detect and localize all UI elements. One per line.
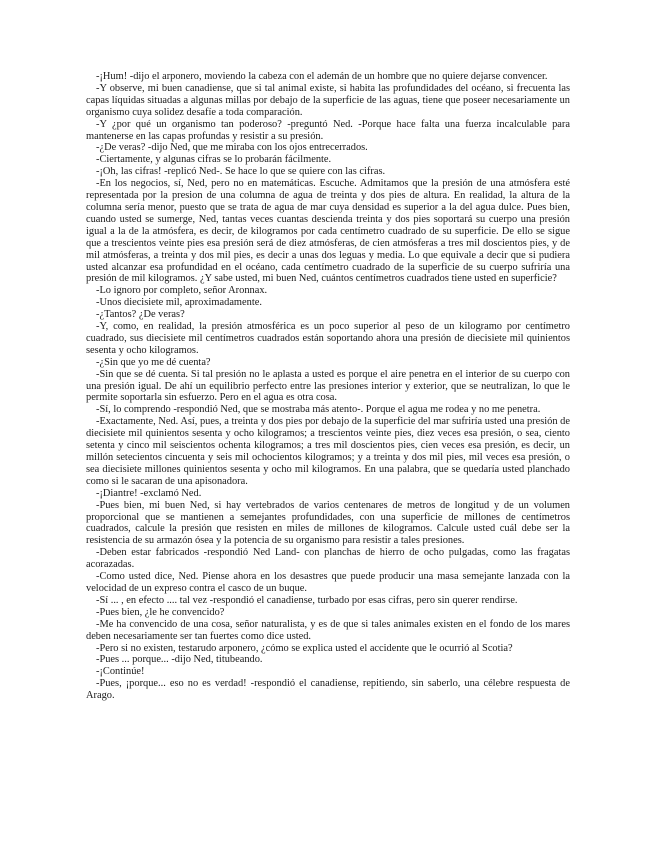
paragraph: -En los negocios, sí, Ned, pero no en matemáticas. Escuche. Admitamos que la presión de una atmósfera esté representada por la presion de una columna de agua de treinta y dos pies de altura. En realidad, la altura de la columna sería menor, puesto que se trata de agua de mar cuya densidad es superior a la del agua dulce. Pues bien, cuando usted se sumerge, Ned, tantas veces cuantas descienda treinta y dos pies soportará su cuerpo una presión igual a la de la atmósfera, es decir, de kilogramos por cada centímetro cuadrado de su superficie. De ello se sigue que a trescientos veinte pies esa presión será de diez atmósferas, de cien atmósferas a tres mil doscientos pies, y de mil atmósferas, a treinta y dos mil pies, es decir a unas dos leguas y media. Lo que equivale a decir que si pudiera usted alcanzar esa profundidad en el océano, cada centímetro cuadrado de la superficie de su cuerpo sufriría una presión de mil kilogramos. ¿Y sabe usted, mi buen Ned, cuántos centímetros cuadrados tiene usted en superficie? bbox=[86, 178, 570, 285]
paragraph: -¿Sin que yo me dé cuenta? bbox=[96, 356, 211, 368]
paragraph: -Exactamente, Ned. Así, pues, a treinta y dos pies por debajo de la superficie del mar sufriría usted una presión de diecisiete mil quinientos sesenta y ocho kilogramos; a trescientos veinte pies, diez veces esa presión, o sea, ciento setenta y cinco mil seiscientos ochenta kilogramos; a tres mil doscientos pies, cien veces esa presión, es decir, un millón setecientos cincuenta y seis mil ochocientos kilogramos; y a treinta y dos mil pies, mil veces esa presión, o sea diecisiete millones quinientos sesenta y ocho mil kilogramos. En una palabra, que se quedaría usted planchado como si le sacaran de una apisonadora. bbox=[86, 416, 570, 487]
paragraph: -Unos diecisiete mil, aproximadamente. bbox=[96, 297, 262, 309]
paragraph: -Ciertamente, y algunas cifras se lo probarán fácilmente. bbox=[96, 154, 332, 166]
paragraph: -Y, como, en realidad, la presión atmosférica es un poco superior al peso de un kilogramo por centímetro cuadrado, sus diecisiete mil centímetros cuadrados están soportando ahora una presión de diecisiete mil quinientos sesenta y ocho kilogramos. bbox=[86, 321, 570, 356]
paragraph: -¿De veras? -dijo Ned, que me miraba con los ojos entrecerrados. bbox=[96, 142, 368, 154]
paragraph: -Pues bien, ¿le he convencido? bbox=[96, 606, 225, 618]
paragraph: -Y observe, mi buen canadiense, que si tal animal existe, si habita las profundidades del océano, si frecuenta las capas líquidas situadas a algunas millas por debajo de la superficie de las aguas, tiene que poseer necesariamente un organismo cuya solidez desafíe a toda comparación. bbox=[86, 82, 570, 118]
paragraph: -Sin que se dé cuenta. Si tal presión no le aplasta a usted es porque el aire penetra en el interior de su cuerpo con una presión igual. De ahí un equilibrio perfecto entre las presiones interior y exterior, que se neutralizan, lo que le permite soportarla sin esfuerzo. Pero en el agua es otra cosa. bbox=[86, 368, 570, 404]
paragraph: -¿Tantos? ¿De veras? bbox=[96, 309, 185, 321]
paragraph: -¡Hum! -dijo el arponero, moviendo la cabeza con el ademán de un hombre que no quiere dejarse convencer. bbox=[96, 71, 548, 82]
paragraph: -Pues ... porque... -dijo Ned, titubeando. bbox=[96, 654, 263, 666]
paragraph: -Deben estar fabricados -respondió Ned Land- con planchas de hierro de ocho pulgadas, como las fragatas acorazadas. bbox=[86, 547, 570, 571]
paragraph: -Sí, lo comprendo -respondió Ned, que se mostraba más atento-. Porque el agua me rodea y no me penetra. bbox=[96, 404, 541, 416]
paragraph: -Como usted dice, Ned. Piense ahora en los desastres que puede producir una masa semejante lanzada con la velocidad de un expreso contra el casco de un buque. bbox=[86, 571, 570, 594]
paragraph: -Me ha convencido de una cosa, señor naturalista, y es de que si tales animales existen en el fondo de los mares deben necesariamente ser tan fuertes como dice usted. bbox=[86, 618, 570, 642]
paragraph: -Y ¿por qué un organismo tan poderoso? -preguntó Ned. -Porque hace falta una fuerza incalculable para mantenerse en las capas profundas y resistir a su presión. bbox=[86, 118, 570, 142]
paragraph: -Pues bien, mi buen Ned, si hay vertebrados de varios centenares de metros de longitud y de un volumen proporcional que se mantienen a semejantes profundidades, con una superficie de millones de centímetros cuadrados, calcule la presión que resisten en miles de millones de kilogramos. Calcule usted cuál debe ser la resistencia de su armazón ósea y la potencia de su organismo para resistir a tales presiones. bbox=[86, 499, 570, 547]
paragraph: -Sí ... , en efecto .... tal vez -respondió el canadiense, turbado por esas cifras, pero sin querer rendirse. bbox=[96, 594, 518, 606]
document-page bbox=[86, 71, 570, 702]
paragraph: -Pues, ¡porque... eso no es verdad! -respondió el canadiense, repitiendo, sin saberlo, una célebre respuesta de Arago. bbox=[86, 678, 570, 702]
paragraph: -¡Oh, las cifras! -replicó Ned-. Se hace lo que se quiere con las cifras. bbox=[96, 166, 386, 178]
paragraph: -Pero si no existen, testarudo arponero, ¿cómo se explica usted el accidente que le ocurrió al Scotia? bbox=[96, 642, 513, 654]
paragraph: -¡Diantre! -exclamó Ned. bbox=[96, 487, 202, 499]
paragraph: -Lo ignoro por completo, señor Aronnax. bbox=[96, 285, 268, 297]
paragraph: -¡Continúe! bbox=[96, 666, 145, 678]
